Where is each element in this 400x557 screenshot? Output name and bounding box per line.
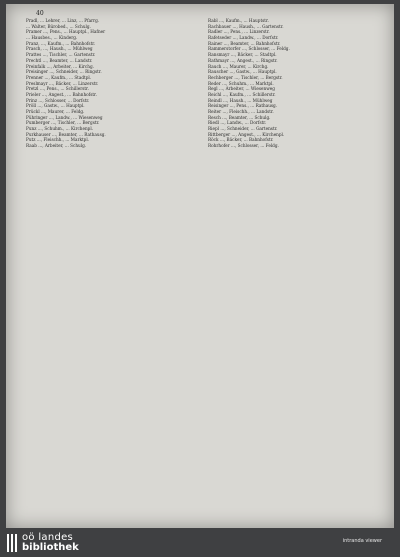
directory-entry: Rammerstorfer ..., Schlosser, ... Feldg. [208, 46, 290, 52]
library-logo[interactable] [6, 531, 126, 555]
directory-entry: Prechtl ..., Beamter, ... Landstr. [26, 57, 93, 63]
right-column [208, 18, 376, 523]
directory-entry: Preinfalk ..., Arbeiter, ... Kirchg. [26, 63, 94, 69]
directory-entry: Ransmayr ..., Bäcker, ... Stadtpl. [208, 52, 277, 58]
directory-entry: Purkhauser ..., Beamter, ... Rathausg. [26, 131, 106, 137]
logo-text-line1: oö landes [22, 532, 74, 543]
directory-entry: Pramer ..., Pens., ... Hauptpl., Hafner [26, 29, 106, 35]
directory-entry: Rauscher ..., Gastw., ... Hauptpl. [208, 69, 277, 75]
directory-entry: Reichl ..., Kaufm., ... Schillerstr. [208, 91, 276, 97]
directory-entry: Preisinger ..., Schneider, ... Ringstr. [26, 69, 102, 75]
directory-entry: Riepl ..., Schneider, ... Gartenstr. [208, 126, 278, 132]
directory-entry: Reder ..., Schuhm., ... Marktpl. [208, 80, 274, 86]
directory-entry: Pranz, ..., Kaufm., ... Bahnhofstr. [26, 40, 96, 46]
directory-entry: Pumberger ..., Tischler, ... Bergstr. [26, 120, 100, 126]
directory-entry: Rauch ..., Maurer, ... Kirchg. [208, 63, 269, 69]
viewer-label: intranda viewer [342, 538, 382, 544]
directory-entry: Reiter ..., Fleischh., ... Landstr. [208, 109, 274, 114]
directory-entry: Prattes ..., Tischler, ... Gartenstr. [26, 52, 96, 58]
document-page [6, 4, 394, 528]
directory-entry: Röck ..., Bäcker, ... Bahnhofstr. [208, 137, 274, 143]
directory-entry: Rainer ..., Beamter, ... Bahnhofstr. [208, 40, 281, 46]
directory-entry: Putz ..., Fleischh., ... Marktpl. [26, 137, 90, 143]
directory-entry: Regl ..., Arbeiter, ... Wiesenweg [208, 86, 275, 92]
directory-entry: Resch ..., Beamter, ... Schulg. [208, 114, 271, 120]
directory-entry: Pradl, ... Lehrer, ... Linz, ... Pfarrg. [26, 18, 100, 23]
directory-entry: Pröll ..., Gastw., ... Hauptpl. [26, 103, 85, 109]
directory-entry: Raab ..., Arbeiter, ... Schulg. [26, 143, 87, 149]
directory-entry: Pühringer ..., Landw., ... Wiesenweg [26, 114, 103, 120]
directory-entry: Prenner ..., Kaufm., ... Stadtpl. [26, 74, 92, 80]
directory-entry: Riedl ..., Landw., ... Dorfstr. [208, 120, 267, 126]
directory-entry: Prückl ..., Maurer, ... Feldg. [26, 109, 85, 114]
directory-entry: Preslmayr ..., Bäcker, ... Linzerstr. [26, 80, 99, 86]
directory-entry: Punz ..., Schuhm., ... Kirchenpl. [26, 126, 94, 132]
left-column [26, 18, 194, 523]
directory-entry: ... Hausbes., ... Kinderg. [26, 35, 78, 41]
directory-entry: Rafetseder ..., Landw., ... Dorfstr. [208, 35, 279, 41]
directory-entry: Radler ..., Pens., ... Linzerstr. [208, 29, 270, 35]
directory-entry: Reindl ..., Haush., ... Mühlweg [208, 97, 273, 103]
logo-text-line2: bibliothek [22, 542, 79, 553]
directory-entry: Prinz ..., Schlosser, ... Dorfstr. [26, 97, 90, 103]
directory-entry: Rohrhofer ..., Schlosser, ... Feldg. [208, 143, 279, 149]
directory-entry: Reisinger ..., Pens., ... Rathausg. [208, 103, 278, 109]
viewer-footer [0, 528, 400, 557]
directory-entry: ... Walter, Bürobed., ... Schulg. [26, 23, 91, 29]
directory-entry: Rittberger ..., Angest., ... Kirchenpl. [208, 131, 285, 137]
directory-entry: Rabl ..., Kaufm., ... Hauptstr. [208, 18, 269, 23]
directory-entry: Rachbauer ..., Haush., ... Gartenstr. [208, 23, 284, 29]
directory-entry: Prieler ..., Angest., ... Bahnhofstr. [26, 91, 97, 97]
directory-entry: Rechberger ..., Tischler, ... Bergstr. [208, 74, 283, 80]
directory-entry: Rathmayr ..., Angest., ... Ringstr. [208, 57, 278, 63]
directory-entry: Prasch, ..., Haush., ... Mühlweg [26, 46, 93, 52]
library-logo-icon [6, 533, 19, 553]
directory-entry: Pretzl ..., Pens., ... Schillerstr. [26, 86, 89, 92]
page-number: 40 [36, 10, 44, 17]
